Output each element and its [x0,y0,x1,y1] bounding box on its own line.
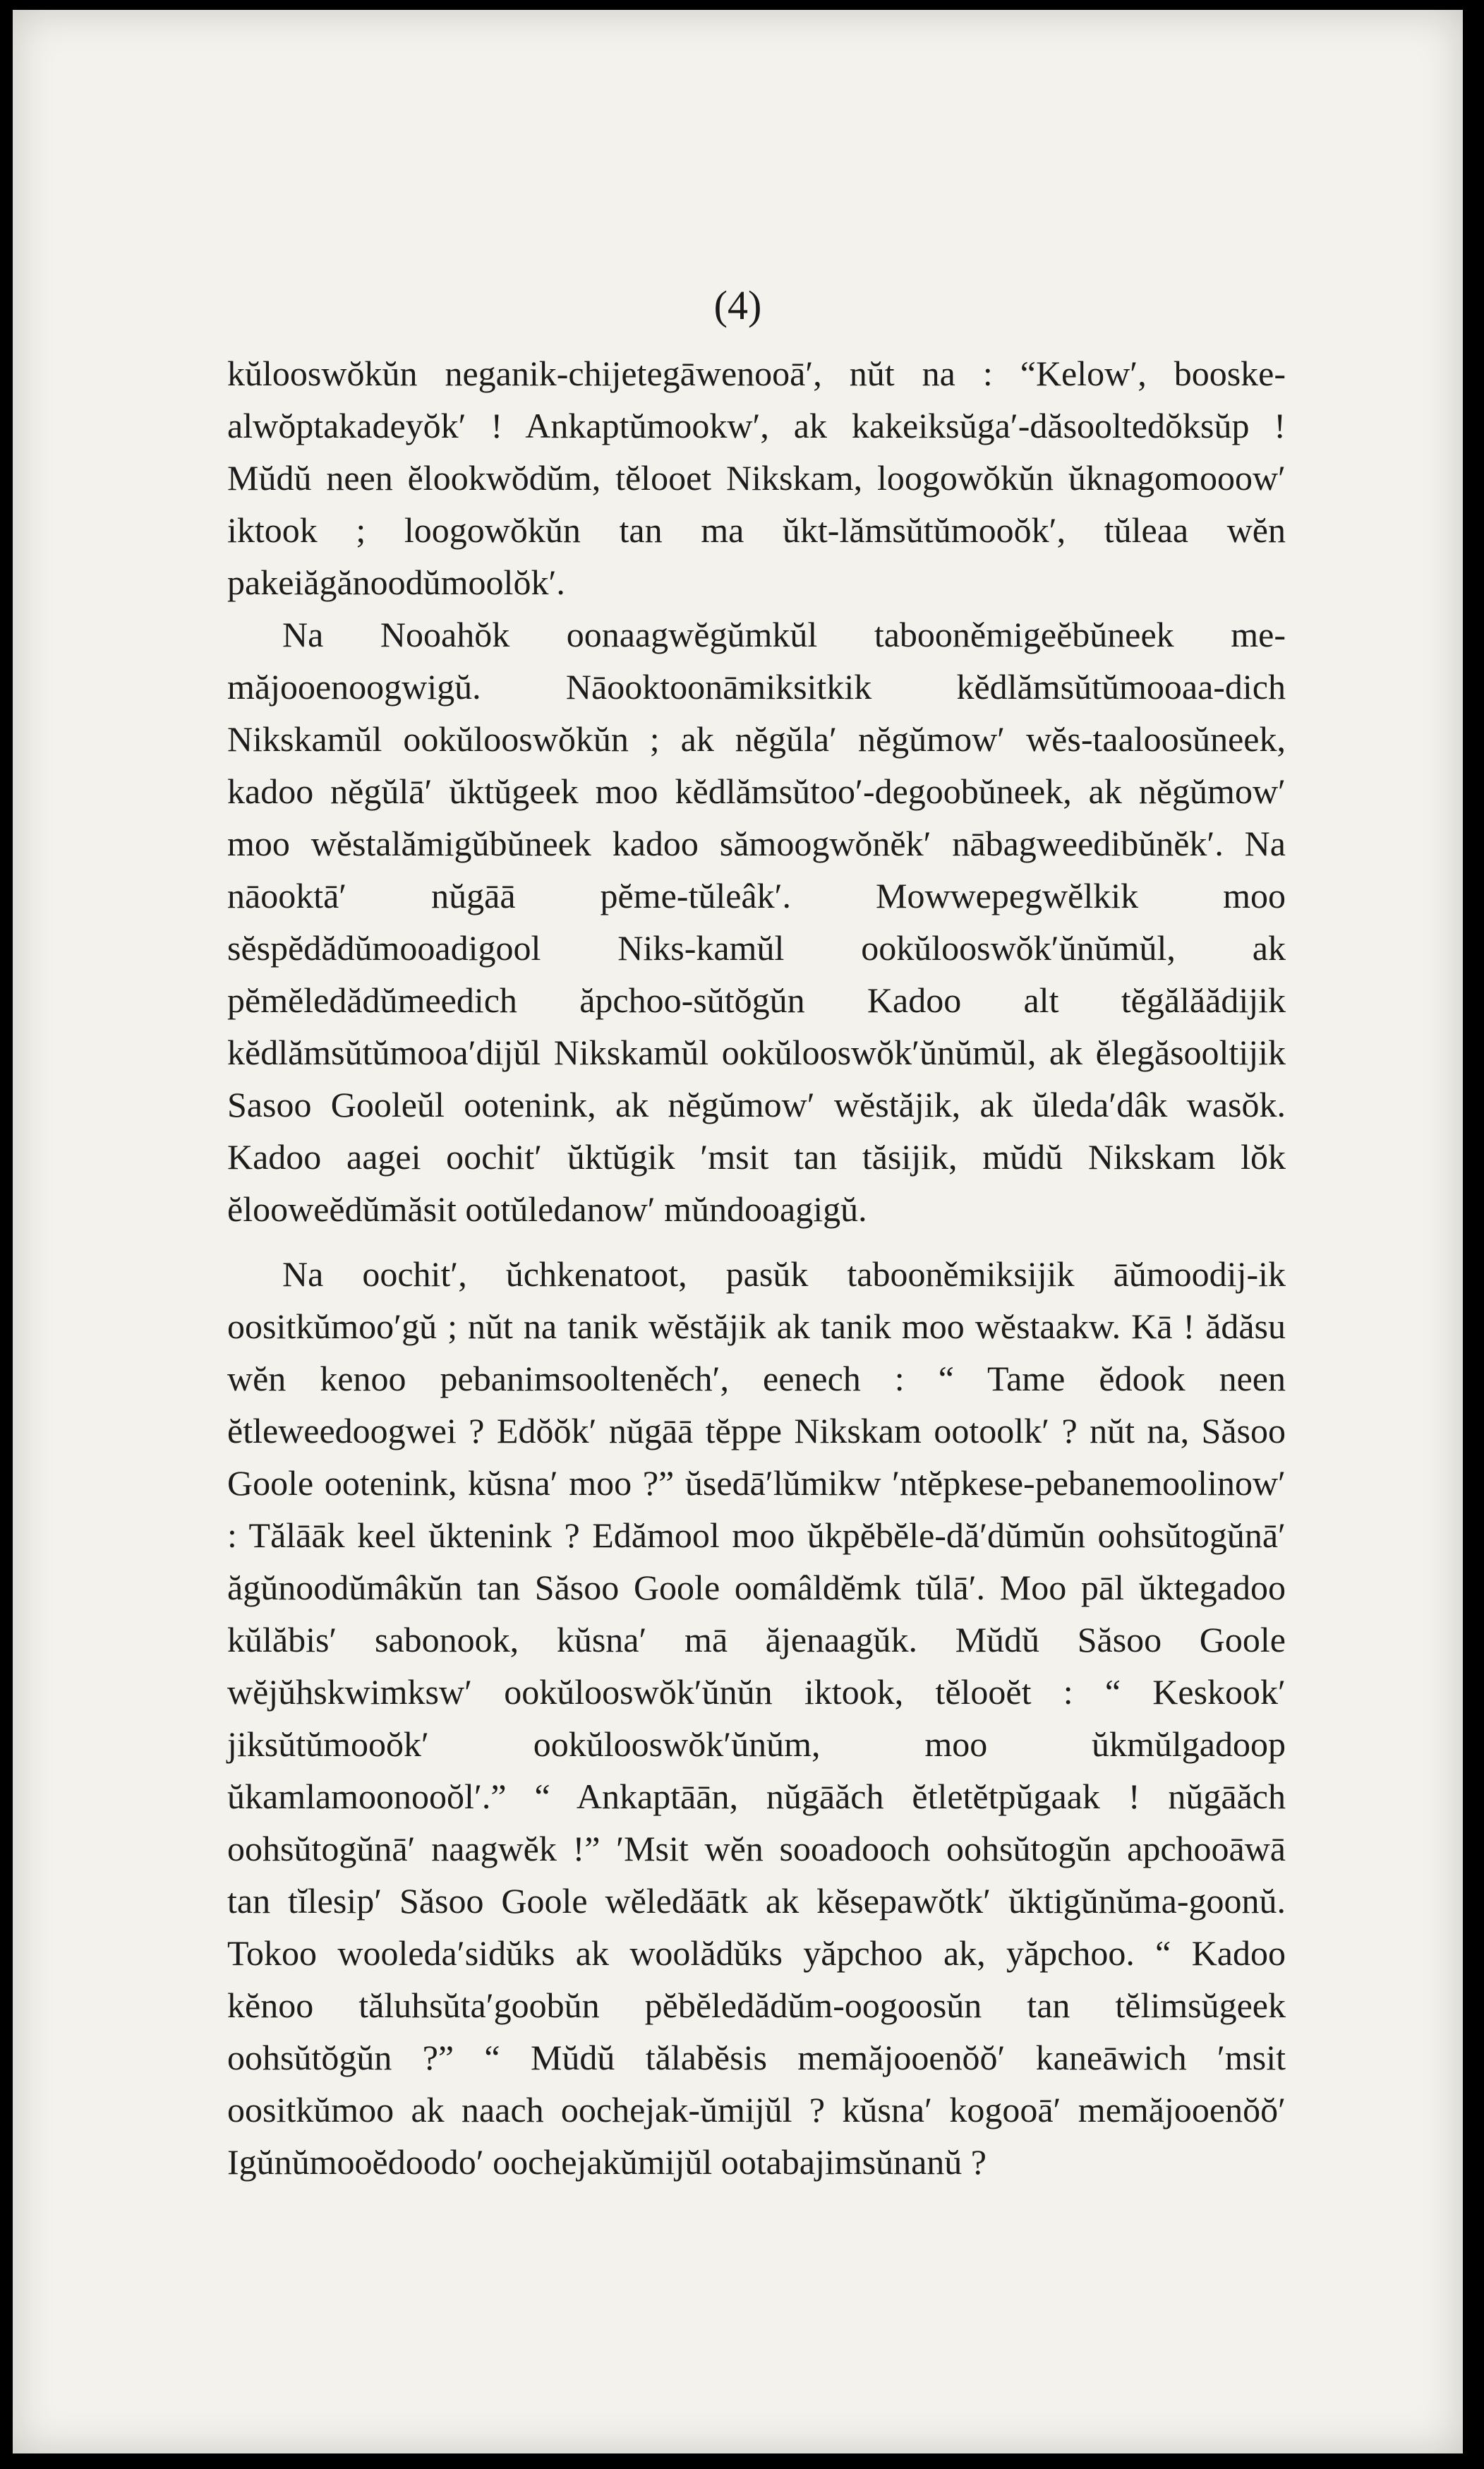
body-text [227,347,1286,2188]
paragraph-continuation: kŭlooswŏkŭn neganik-chijetegāwenooā′, nŭt na : “Kelow′, booske-alwŏptakadeyŏk′ ! Ankaptŭmookw′, ak kakeiksŭga′-dăsooltedŏksŭp ! Mŭdŭ neen ĕlookwŏdŭm, tĕlooet Nikskam, loogowŏkŭn ŭknagomooow′ iktook ; loogowŏkŭn tan ma ŭkt-lămsŭtŭmooŏk′, tŭleaa wĕn pakeiăgănoodŭmoolŏk′. [227,354,1286,602]
page-number: (4) [713,282,762,328]
paragraph: Na Nooahŏk oonaagwĕgŭmkŭl tabooněmigeĕbŭneek me-măjooenoogwigŭ. Nāooktoonāmiksitkik kĕdlămsŭtŭmooaa-dich Nikskamŭl ookŭlooswŏkŭn ; ak nĕgŭla′ nĕgŭmow′ wĕs-taaloosŭneek, kadoo nĕgŭlā′ ŭktŭgeek moo kĕdlămsŭtoo′-degoobŭneek, ak nĕgŭmow′ moo wĕstalămigŭbŭneek kadoo sămoogwŏnĕk′ nābagweedibŭnĕk′. Na nāooktā′ nŭgāā pĕme-tŭleâk′. Mowwepegwĕlkik moo sĕspĕdădŭmooadigool Niks-kamŭl ookŭlooswŏk′ŭnŭmŭl, ak pĕmĕledădŭmeedich ăpchoo-sŭtŏgŭn Kadoo alt tĕgălăădijik kĕdlămsŭtŭmooa′dijŭl Nikskamŭl ookŭlooswŏk′ŭnŭmŭl, ak ĕlegăsooltijik Sasoo Gooleŭl ootenink, ak nĕgŭmow′ wĕstăjik, ak ŭleda′dâk wasŏk. Kadoo aagei oochit′ ŭktŭgik ′msit tan tăsijik, mŭdŭ Nikskam lŏk ĕlooweĕdŭmăsit ootŭledanow′ mŭndooagigŭ. [227,615,1286,1229]
book-page [13,10,1463,2453]
paragraph: Na oochit′, ŭchkenatoot, pasŭk tabooněmiksijik āŭmoodij-ik oositkŭmoo′gŭ ; nŭt na tanik wĕstăjik ak tanik moo wĕstaakw. Kā ! ădăsu wĕn kenoo pebanimsoolteněch′, eenech : “ Tame ĕdook neen ĕtleweedoogwei ? Edŏŏk′ nŭgāā tĕppe Nikskam ootoolk′ ? nŭt na, Săsoo Goole ootenink, kŭsna′ moo ?” ŭsedā′lŭmikw ′ntĕpkese-pebanemoolinow′ : Tălāāk keel ŭktenink ? Edămool moo ŭkpĕbĕle-dă′dŭmŭn oohsŭtogŭnā′ ăgŭnoodŭmâkŭn tan Săsoo Goole oomâldĕmk tŭlā′. Moo pāl ŭktegadoo kŭlăbis′ sabonook, kŭsna′ mā ăjenaagŭk. Mŭdŭ Săsoo Goole wĕjŭhskwimksw′ ookŭlooswŏk′ŭnŭn iktook, tĕlooĕt : “ Keskook′ jiksŭtŭmooŏk′ ookŭlooswŏk′ŭnŭm, moo ŭkmŭlgadoop ŭkamlamoonooŏl′.” “ Ankaptāān, nŭgāăch ĕtletĕtpŭgaak ! nŭgāăch oohsŭtogŭnā′ naagwĕk !” ′Msit wĕn sooadooch oohsŭtogŭn apchooāwā tan tĭlesip′ Săsoo Goole wĕledăātk ak kĕsepawŏtk′ ŭktigŭnŭma-goonŭ. Tokoo wooleda′sidŭks ak woolădŭks yăpchoo ak, yăpchoo. “ Kadoo kĕnoo tăluhsŭta′goobŭn pĕbĕledădŭm-oogoosŭn tan tĕlimsŭgeek oohsŭtŏgŭn ?” “ Mŭdŭ tălabĕsis memăjooenŏŏ′ kaneāwich ′msit oositkŭmoo ak naach oochejak-ŭmijŭl ? kŭsna′ kogooā′ memăjooenŏŏ′ Igŭnŭmooĕdoodo′ oochejakŭmijŭl ootabajimsŭnanŭ ? [227,1254,1286,2182]
